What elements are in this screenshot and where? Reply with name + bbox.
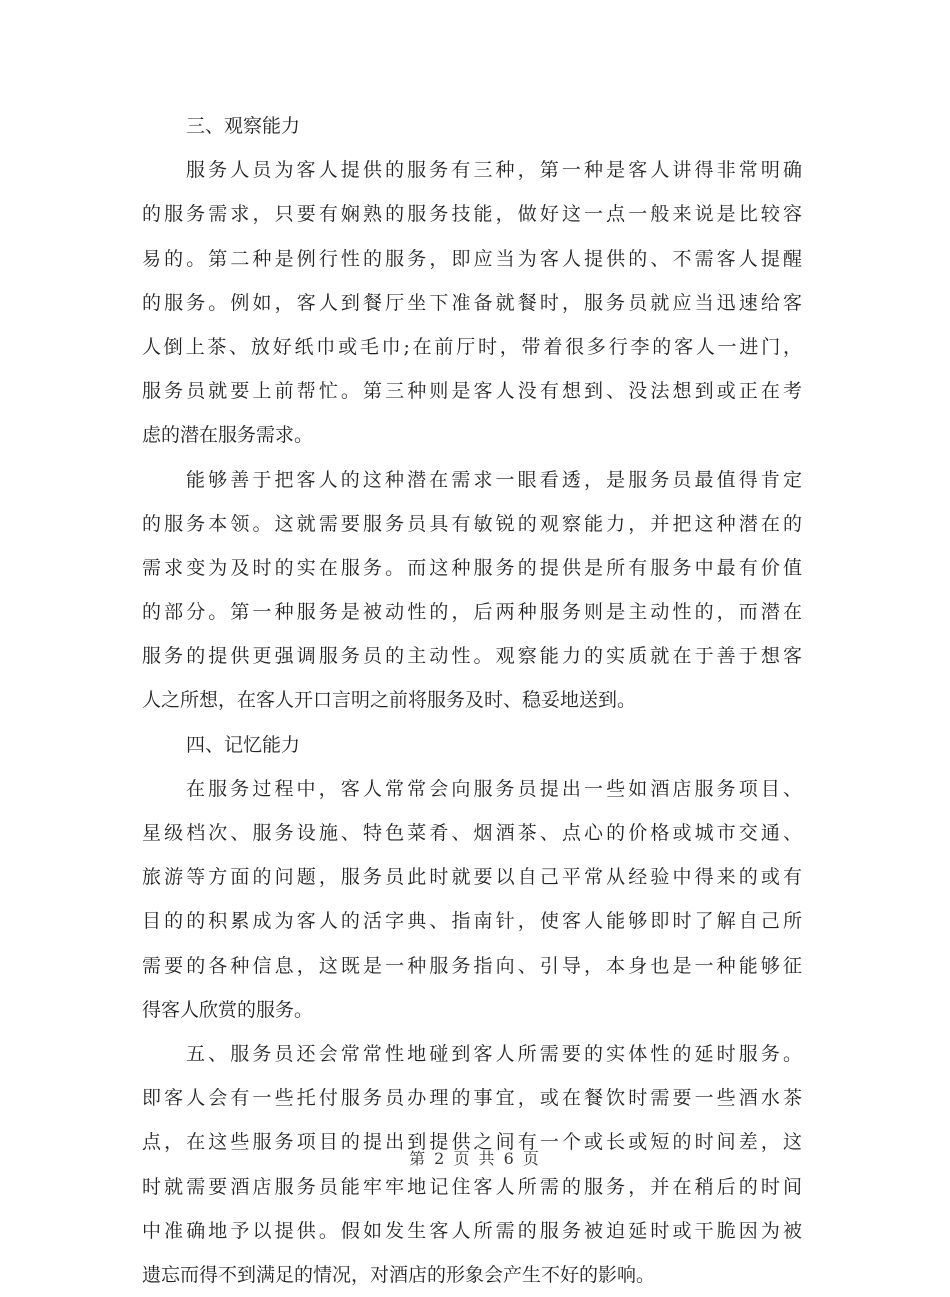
paragraph-line: 星级档次、服务设施、特色菜肴、烟酒茶、点心的价格或城市交通、: [142, 822, 802, 844]
paragraph-line: 人倒上茶、放好纸巾或毛巾;在前厅时，带着很多行李的客人一进门，: [142, 335, 802, 358]
paragraph-line: 五、服务员还会常常性地碰到客人所需要的实体性的延时服务。: [186, 1042, 802, 1065]
paragraph-line: 虑的潜在服务需求。: [142, 424, 314, 447]
paragraph-line: 需求变为及时的实在服务。而这种服务的提供是所有服务中最有价值: [142, 556, 802, 579]
paragraph-line: 需要的各种信息，这既是一种服务指向、引导，本身也是一种能够征: [142, 954, 802, 977]
paragraph-line: 服务员就要上前帮忙。第三种则是客人没有想到、没法想到或正在考: [142, 380, 802, 403]
paragraph-line: 在服务过程中，客人常常会向服务员提出一些如酒店服务项目、: [186, 777, 802, 800]
document-body: [142, 104, 802, 1297]
paragraph-line: 旅游等方面的问题，服务员此时就要以自己平常从经验中得来的或有: [142, 866, 802, 889]
section-heading-memory: 四、记忆能力: [186, 733, 301, 756]
paragraph-observation-skill: [142, 458, 802, 723]
paragraph-line: 遗忘而得不到满足的情况，对酒店的形象会产生不好的影响。: [142, 1263, 656, 1286]
paragraph-line: 得客人欣赏的服务。: [142, 998, 314, 1021]
paragraph-line: 即客人会有一些托付服务员办理的事宜，或在餐饮时需要一些酒水茶: [142, 1087, 802, 1110]
paragraph-line: 的服务需求，只要有娴熟的服务技能，做好这一点一般来说是比较容: [142, 203, 802, 226]
paragraph-line: 的服务。例如，客人到餐厅坐下准备就餐时，服务员就应当迅速给客: [142, 291, 802, 314]
paragraph-memory-skill: [142, 767, 802, 1032]
page-number-footer: 第 2 页 共 6 页: [409, 1149, 541, 1168]
section-heading-observation: 三、观察能力: [186, 115, 301, 137]
paragraph-line: 人之所想，在客人开口言明之前将服务及时、稳妥地送到。: [142, 689, 637, 712]
paragraph-line: 中准确地予以提供。假如发生客人所需的服务被迫延时或干脆因为被: [142, 1219, 802, 1242]
paragraph-line: 的服务本领。这就需要服务员具有敏锐的观察能力，并把这种潜在的: [142, 512, 802, 535]
paragraph-line: 服务的提供更强调服务员的主动性。观察能力的实质就在于善于想客: [142, 645, 802, 668]
paragraph-line: 点，在这些服务项目的提出到提供之间有一个或长或短的时间差，这: [142, 1131, 802, 1154]
paragraph-line: 服务人员为客人提供的服务有三种，第一种是客人讲得非常明确: [186, 159, 802, 182]
paragraph-line: 时就需要酒店服务员能牢牢地记住客人所需的服务，并在稍后的时间: [142, 1175, 802, 1198]
paragraph-line: 的部分。第一种服务是被动性的，后两种服务则是主动性的，而潜在: [142, 601, 802, 624]
paragraph-line: 能够善于把客人的这种潜在需求一眼看透，是服务员最值得肯定: [186, 468, 802, 491]
paragraph-line: 易的。第二种是例行性的服务，即应当为客人提供的、不需客人提醒: [142, 247, 802, 270]
paragraph-service-types: [142, 148, 802, 457]
paragraph-line: 目的的积累成为客人的活字典、指南针，使客人能够即时了解自己所: [142, 910, 802, 933]
